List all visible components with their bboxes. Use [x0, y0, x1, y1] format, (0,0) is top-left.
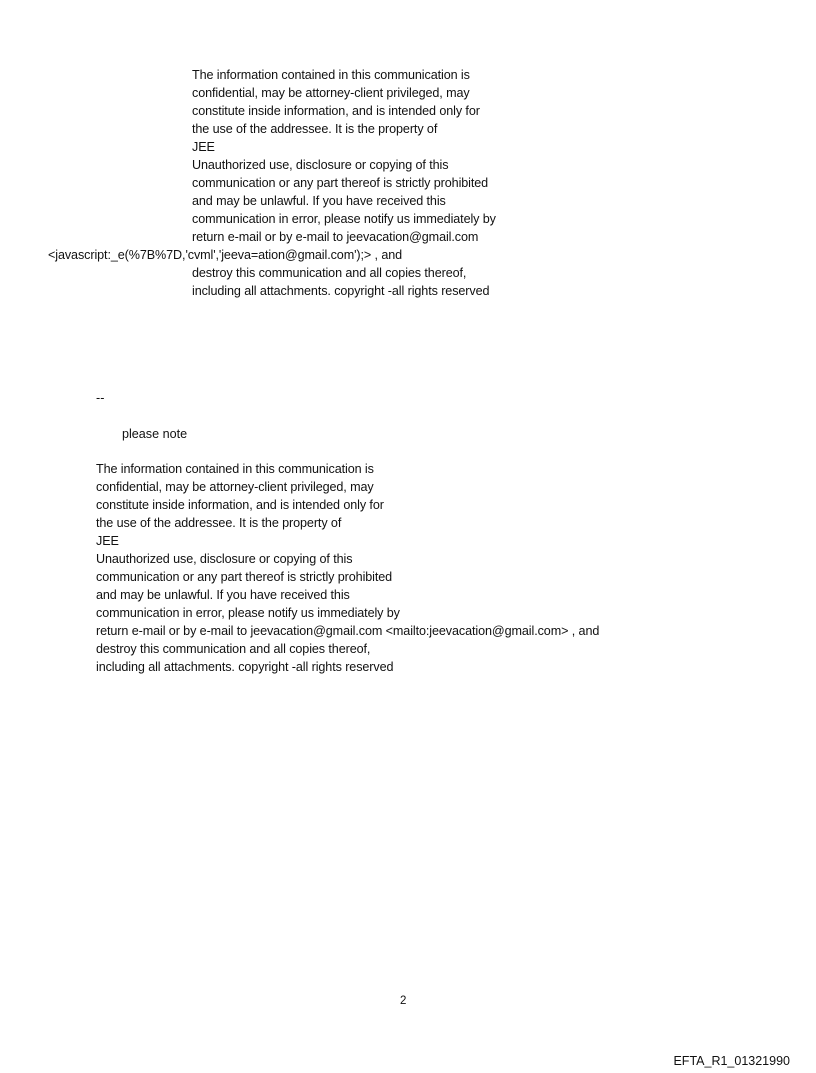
notice-line: destroy this communication and all copies thereof,	[96, 642, 371, 656]
notice-line: Unauthorized use, disclosure or copying of this	[192, 158, 449, 172]
notice-line: JEE	[96, 534, 119, 548]
notice-line: including all attachments. copyright -all rights reserved	[96, 660, 394, 674]
notice-line: communication in error, please notify us immediately by	[192, 212, 496, 226]
document-id: EFTA_R1_01321990	[673, 1054, 790, 1068]
notice-line: and may be unlawful. If you have received this	[96, 588, 350, 602]
notice-line: constitute inside information, and is intended only for	[192, 104, 480, 118]
notice-line: destroy this communication and all copies thereof,	[192, 266, 467, 280]
notice-line: confidential, may be attorney-client privileged, may	[192, 86, 470, 100]
notice-line: and may be unlawful. If you have received this	[192, 194, 446, 208]
notice-line: Unauthorized use, disclosure or copying of this	[96, 552, 353, 566]
notice-line: JEE	[192, 140, 215, 154]
notice-line: return e-mail or by e-mail to jeevacation@gmail.com	[192, 230, 479, 244]
signature-separator: --	[96, 391, 105, 405]
notice-line: including all attachments. copyright -all rights reserved	[192, 284, 490, 298]
notice-line-email: return e-mail or by e-mail to jeevacation@gmail.com <mailto:jeevacation@gmail.com> , and	[96, 624, 600, 638]
notice-line-javascript-link: <javascript:_e(%7B%7D,'cvml','jeeva=ation@gmail.com');> , and	[48, 248, 403, 262]
notice-line: confidential, may be attorney-client privileged, may	[96, 480, 374, 494]
page-number: 2	[400, 995, 407, 1007]
notice-line: The information contained in this communication is	[192, 68, 470, 82]
notice-line: The information contained in this communication is	[96, 462, 374, 476]
notice-line: constitute inside information, and is intended only for	[96, 498, 384, 512]
notice-line: the use of the addressee. It is the property of	[96, 516, 342, 530]
notice-line: communication or any part thereof is strictly prohibited	[96, 570, 393, 584]
please-note-text: please note	[122, 427, 188, 441]
notice-line: communication in error, please notify us immediately by	[96, 606, 400, 620]
notice-line: the use of the addressee. It is the property of	[192, 122, 438, 136]
notice-line: communication or any part thereof is strictly prohibited	[192, 176, 489, 190]
